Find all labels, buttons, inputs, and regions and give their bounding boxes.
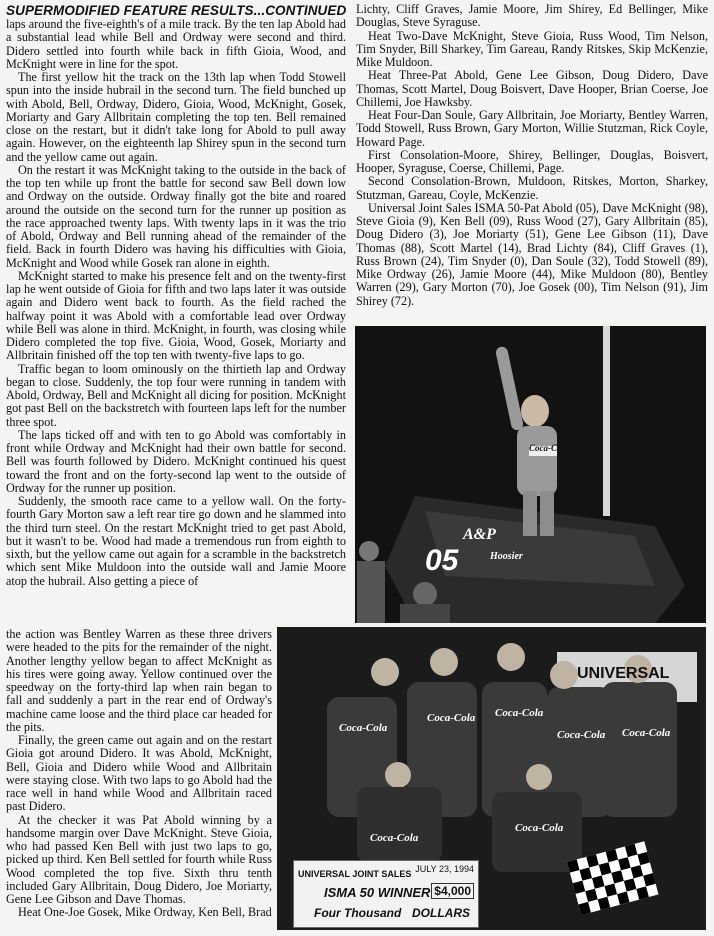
- winner-car-photo: [355, 326, 706, 623]
- uniform-logo: Coca-Cola: [495, 707, 544, 719]
- winner-car-illustration: [355, 326, 706, 623]
- check-header: [298, 864, 474, 882]
- check-amount-words: Four Thousand: [314, 906, 402, 920]
- results-paragraph: Lichty, Cliff Graves, Jamie Moore, Jim Shirey, Ed Bellinger, Mike Douglas, Steve Syraguse.: [356, 2, 708, 30]
- article-paragraph: On the restart it was McKnight taking to the outside in the back of the top ten while up front the battle for second saw Bell down low and Ordway on the outside. Ordway finally got the bite and roared around the outside on the second turn for the runner up position as the race approached twenty laps. With twenty laps in it was the trio of Abold, Ordway and Bell running ahead of the remainder of the field. Back in fourth Didero was having his difficulties with Gioia, McKnight and Wood while Gosek ran alone in eighth.: [6, 162, 346, 270]
- banner-logo: UNIVERSAL: [577, 665, 670, 682]
- article-paragraph: The first yellow hit the track on the 13th lap when Todd Stowell spun into the inside hubrail in the second turn. The field bunched up with Abold, Bell, Ordway, Didero, Gioia, Wood, McKnight, Gosek, Moriarty and Gary Allbritain completing the top ten. Bell remained close on the restart, but it didn't take long for Abold to pull away again. However, on the eighteenth lap Shirey spun in the second turn and the yellow came out again.: [6, 70, 346, 164]
- article-paragraph: Finally, the green came out again and on the restart Gioia got around Didero. It was Abold, McKnight, Bell, Gioia and Didero while Wood and Allbritain were staying close. With two laps to go Abold had the race well in hand while Wood and Allbritain raced past Didero.: [6, 733, 272, 814]
- car-sponsor-logo: A&P: [463, 526, 496, 543]
- uniform-logo: Coca-Cola: [427, 712, 476, 724]
- check-date: JULY 23, 1994: [415, 864, 474, 874]
- team-victory-photo: [277, 627, 706, 930]
- results-paragraph: Heat Three-Pat Abold, Gene Lee Gibson, Doug Didero, Dave Thomas, Scott Martel, Doug Boisvert, Dave Hooper, Brian Coerse, Joe Chillemi, Joe Hawksby.: [356, 68, 708, 109]
- uniform-logo: Coca-Cola: [622, 727, 671, 739]
- check-amount: $4,000: [431, 883, 474, 899]
- car-number: 05: [425, 544, 459, 577]
- uniform-logo: Coca-Cola: [557, 729, 606, 741]
- check-brand: UNIVERSAL JOINT SALES: [298, 869, 412, 879]
- page-headline: SUPERMODIFIED FEATURE RESULTS...CONTINUED: [6, 3, 347, 18]
- results-paragraph: Universal Joint Sales ISMA 50-Pat Abold (05), Dave McKnight (98), Steve Gioia (9), Ken Bell (09), Russ Wood (27), Gary Allbritain (85), Doug Didero (3), Joe Moriarty (51), Gene Lee Gibson (11), Dave Thomas (88), Scott Martel (14), Brad Lichty (84), Cliff Graves (1), Russ Brown (24), Tim Snyder (0), Dan Soule (32), Todd Stowell (89), Mike Ordway (26), Jamie Moore (44), Mike Muldoon (80), Bentley Warren (29), Gary Morton (70), Joe Gosek (00), Tim Nelson (91), Jim Shirey (72).: [356, 200, 708, 308]
- article-column-left-bottom: [6, 628, 272, 920]
- check-currency: DOLLARS: [412, 906, 470, 920]
- uniform-logo: Coca-Cola: [529, 443, 569, 453]
- article-paragraph: The laps ticked off and with ten to go Abold was comfortably in front while Ordway and McKnight had their own battle for second. Bell was fourth followed by Didero. McKnight continued his quest toward the front and on the forty-second lap went to the outside of Ordway for the runner up position.: [6, 427, 346, 495]
- results-paragraph: Second Consolation-Brown, Muldoon, Ritskes, Morton, Sharkey, Stutzman, Gareau, Coyle, McKenzie.: [356, 174, 708, 202]
- results-paragraph: First Consolation-Moore, Shirey, Bellinger, Douglas, Boisvert, Hooper, Syraguse, Coerse, Chillemi, Page.: [356, 147, 708, 175]
- check-title: ISMA 50 WINNER: [324, 885, 431, 900]
- article-paragraph: McKnight started to make his presence felt and on the twenty-first lap he went outside of Gioia for fifth and two laps later it was outside again and Didero went back to fourth. As the field rached the halfway point it was Abold with a comfortable lead over Ordway while Bell was alone in third. McKnight, in fourth, was closing while Didero completed the top five. Gioia, Wood, Gosek, Moriarty and Allbritain finished off the top ten with twenty-five laps to go.: [6, 268, 346, 363]
- uniform-logo: Coca-Cola: [515, 822, 564, 834]
- results-paragraph: Heat Two-Dave McKnight, Steve Gioia, Russ Wood, Tim Nelson, Tim Snyder, Bill Sharkey, Tim Gareau, Randy Ritskes, Skip McKenzie, Mike Muldoon.: [356, 28, 708, 69]
- article-paragraph: laps around the five-eighth's of a mile track. By the ten lap Abold had a substantial lead while Bell and Ordway were second and third. Didero settled into fourth while back in fifth Gioia, Wood, and McKnight were in line for the spot.: [6, 17, 346, 71]
- article-paragraph: the action was Bentley Warren as these three drivers were headed to the pits for the remainder of the night. Another lengthy yellow began to affect McKnight as his tires were going away. Yellow continued over the speedway on the forty-third lap when rain began to fall and suddenly a part in the rear end of Ordway's machine came loose and the third place car headed for the pits.: [6, 627, 272, 734]
- uniform-logo: Coca-Cola: [339, 722, 388, 734]
- article-paragraph: At the checker it was Pat Abold winning by a handsome margin over Dave McKnight. Steve Gioia, who had passed Ken Bell with just two laps to go, picked up third. Ken Bell settled for fourth while Russ Wood completed the top five. Sixth thru tenth included Gary Allbritain, Doug Didero, Joe Moriarty, Gene Lee Gibson and Dave Thomas.: [6, 812, 272, 906]
- car-sponsor-logo-2: Hoosier: [490, 551, 523, 562]
- uniform-logo: Coca-Cola: [370, 832, 419, 844]
- article-column-left-top: [6, 18, 346, 588]
- article-column-right: [356, 3, 708, 308]
- article-paragraph: Heat One-Joe Gosek, Mike Ordway, Ken Bell, Brad: [18, 905, 272, 920]
- results-paragraph: Heat Four-Dan Soule, Gary Allbritain, Joe Moriarty, Bentley Warren, Todd Stowell, Russ Brown, Gary Morton, Willie Stutzman, Rick Coyle, Howard Page.: [356, 108, 708, 149]
- winner-check-sign: [293, 860, 479, 928]
- article-paragraph: Suddenly, the smooth race came to a yellow wall. On the forty-fourth Gary Morton saw a left rear tire go down and he slammed into the third turn steel. On the restart McKnight tried to get past Abold, but it wasn't to be. Wood had made a tremendous run from eighth to sixth, but the yellow came out again for a scramble in the backstretch which sent Mike Muldoon into the outside wall and Jamie Moore atop the hubrail. Also getting a piece of: [6, 494, 346, 588]
- article-paragraph: Traffic began to loom ominously on the thirtieth lap and Ordway began to close. Suddenly, the top four were running in tandem with Abold, Ordway, Bell and McKnight all dicing for position. McKnight got past Bell on the backstretch with fourteen laps left for the number three spot.: [6, 361, 346, 429]
